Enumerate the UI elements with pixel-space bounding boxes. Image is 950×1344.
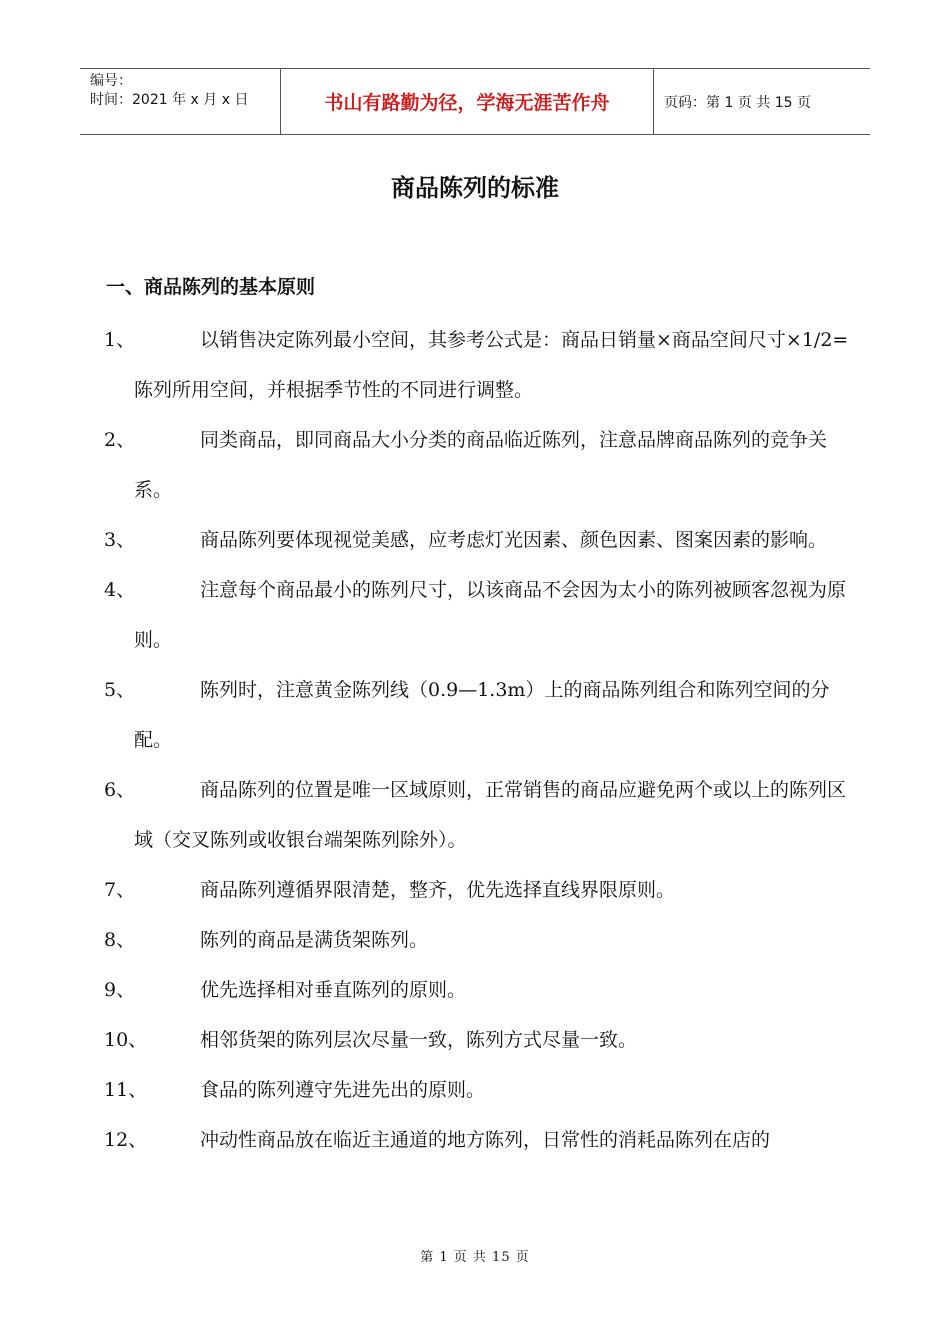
list-item-text: 优先选择相对垂直陈列的原则。	[200, 979, 467, 1001]
header-motto: 书山有路勤为径，学海无涯苦作舟	[280, 69, 654, 134]
list-item	[104, 865, 850, 915]
principles-list	[104, 315, 850, 1165]
section-heading: 一、商品陈列的基本原则	[106, 276, 316, 298]
list-item-number: 3、	[104, 529, 136, 551]
list-item-text: 同类商品，即同商品大小分类的商品临近陈列，注意品牌商品陈列的竞争关系。	[134, 429, 828, 501]
list-item-number: 5、	[104, 679, 136, 701]
list-item-text: 商品陈列遵循界限清楚，整齐，优先选择直线界限原则。	[200, 879, 676, 901]
list-item	[104, 515, 850, 565]
list-item-number: 1、	[104, 329, 136, 351]
list-item	[104, 565, 850, 665]
list-item-number: 9、	[104, 979, 136, 1001]
list-item-number: 8、	[104, 929, 136, 951]
list-item-number: 7、	[104, 879, 136, 901]
list-item	[104, 665, 850, 765]
document-number-label: 编号：	[90, 73, 132, 89]
page-footer: 第 1 页 共 15 页	[420, 1250, 530, 1265]
list-item-number: 4、	[104, 579, 136, 601]
list-item-number: 12、	[104, 1129, 148, 1151]
document-date-label: 时间：2021 年 x 月 x 日	[90, 92, 249, 108]
list-item-text: 陈列时，注意黄金陈列线（0.9—1.3m）上的商品陈列组合和陈列空间的分配。	[134, 679, 830, 751]
list-item-text: 食品的陈列遵守先进先出的原则。	[200, 1079, 486, 1101]
list-item	[104, 315, 850, 415]
list-item-text: 冲动性商品放在临近主通道的地方陈列，日常性的消耗品陈列在店的	[200, 1129, 771, 1151]
list-item	[104, 1015, 850, 1065]
list-item-number: 11、	[104, 1079, 148, 1101]
list-item-number: 6、	[104, 779, 136, 801]
list-item-number: 2、	[104, 429, 136, 451]
list-item-text: 以销售决定陈列最小空间，其参考公式是：商品日销量×商品空间尺寸×1/2=陈列所用空间，并根据季节性的不同进行调整。	[134, 329, 849, 401]
header-page-info: 页码：第 1 页 共 15 页	[664, 94, 811, 111]
document-title: 商品陈列的标准	[391, 174, 559, 202]
list-item-text: 商品陈列要体现视觉美感，应考虑灯光因素、颜色因素、图案因素的影响。	[200, 529, 828, 551]
list-item	[104, 1065, 850, 1115]
list-item-text: 注意每个商品最小的陈列尺寸，以该商品不会因为太小的陈列被顾客忽视为原则。	[134, 579, 847, 651]
list-item	[104, 915, 850, 965]
document-header	[80, 68, 870, 135]
list-item	[104, 765, 850, 865]
list-item-text: 陈列的商品是满货架陈列。	[200, 929, 429, 951]
list-item	[104, 415, 850, 515]
list-item	[104, 965, 850, 1015]
header-meta	[80, 69, 280, 134]
list-item-text: 商品陈列的位置是唯一区域原则，正常销售的商品应避免两个或以上的陈列区域（交叉陈列或收银台端架陈列除外）。	[134, 779, 847, 851]
list-item-text: 相邻货架的陈列层次尽量一致，陈列方式尽量一致。	[200, 1029, 638, 1051]
list-item	[104, 1115, 850, 1165]
list-item-number: 10、	[104, 1029, 148, 1051]
